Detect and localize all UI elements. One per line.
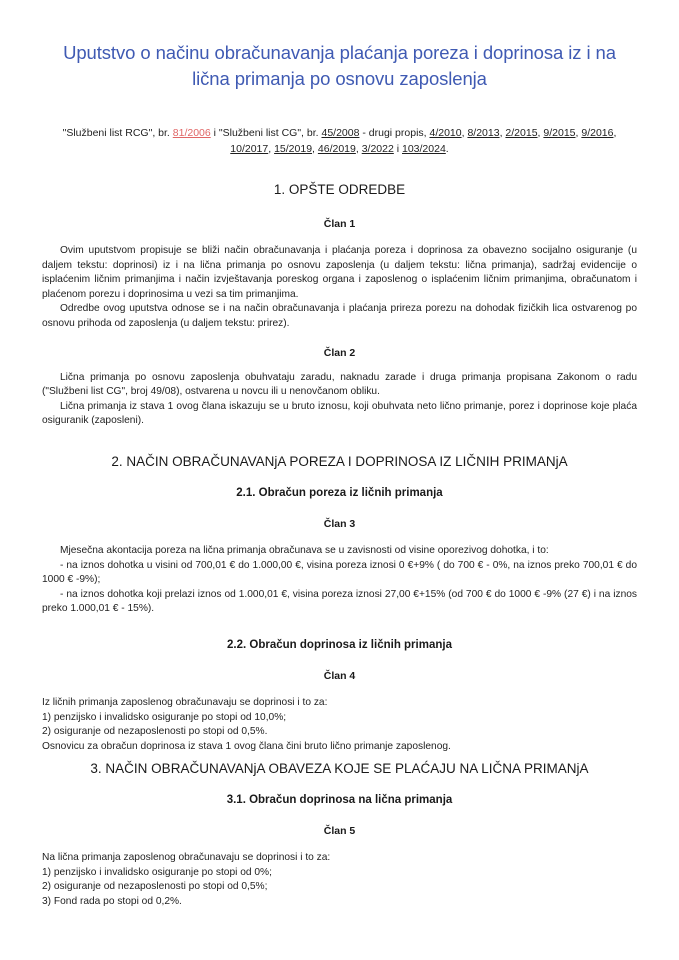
list-item: 1) penzijsko i invalidsko osiguranje po stopi od 0%; <box>42 866 272 878</box>
article-label-4: Član 4 <box>323 669 356 682</box>
page-title: Uputstvo o načinu obračunavanja plaćanja poreza i doprinosa iz i na lična primanja po osnovu zaposlenja <box>63 42 616 89</box>
citation-link-8-2013[interactable]: 8/2013 <box>467 127 500 139</box>
paragraph: Odredbe ovog uputstva odnose se i na način obračunavanja i plaćanja prireza porezu na dohodak fizičkih lica ostvarenog po osnovu prihoda od zaposlenja (u daljem tekstu: prirez). <box>42 303 637 329</box>
paragraph: Ovim uputstvom propisuje se bliži način obračunavanja i plaćanja poreza i doprinosa za obavezno socijalno osiguranje (u daljem tekstu: doprinosi) iz i na lična primanja po osnovu zaposlenja (u daljem tekstu: lična primanja), sadržaj evidencije o isplaćenim ličnim primanjima i način izvještavanja poreskog organa i zaposlenog o isplaćenim ličnim primanjima, obračunatom i plaćenom porezu i doprinosima u vezi sa tim primanjima. <box>42 245 637 300</box>
citation-sep-8: , <box>268 142 275 155</box>
paragraph: Iz ličnih primanja zaposlenog obračunavaju se doprinosi i to za: <box>42 696 328 708</box>
section-heading-1: 1. OPŠTE ODREDBE <box>273 182 406 197</box>
citation-link-45-2008[interactable]: 45/2008 <box>321 127 360 139</box>
citation-link-46-2019[interactable]: 46/2019 <box>317 142 356 155</box>
article-5-body <box>0 851 679 909</box>
citation-text-1: "Službeni list RCG", br. <box>62 127 173 139</box>
citation-text-3: - drugi propis, <box>359 127 430 139</box>
citation-link-15-2019[interactable]: 15/2019 <box>274 142 313 155</box>
paragraph: - na iznos dohotka u visini od 700,01 € do 1.000,00 €, visina poreza iznosi 0 €+9% ( do 700 € - 0%, na iznos preko 700,01 € do 1000 € -9%); <box>42 559 637 586</box>
citation-sep-5: , <box>537 127 544 139</box>
citation-sep-7: , <box>613 127 617 139</box>
list-item: 1) penzijsko i invalidsko osiguranje po stopi od 10,0%; <box>42 711 287 723</box>
paragraph: Mjesečna akontacija poreza na lična primanja obračunava se u zavisnosti od visine oporezivog dohotka, i to: <box>60 544 549 556</box>
section-heading-2: 2. NAČIN OBRAČUNAVANjA POREZA I DOPRINOSA IZ LIČNIH PRIMANjA <box>111 453 568 469</box>
paragraph: Osnovicu za obračun doprinosa iz stava 1 ovog člana čini bruto lično primanje zaposlenog. <box>42 740 451 752</box>
citation-link-3-2022[interactable]: 3/2022 <box>361 142 394 155</box>
article-4-body <box>0 696 679 754</box>
citation-sep-10: , <box>355 142 362 155</box>
article-label-2: Član 2 <box>323 346 356 359</box>
citation-sep-9: , <box>312 142 318 155</box>
paragraph: Na lična primanja zaposlenog obračunavaju se doprinosi i to za: <box>42 852 331 864</box>
citation-link-4-2010[interactable]: 4/2010 <box>429 127 462 139</box>
article-2-body <box>0 371 679 429</box>
citation-sep-4: , <box>499 127 506 139</box>
citation-link-9-2016[interactable]: 9/2016 <box>581 127 614 139</box>
list-item: 3) Fond rada po stopi od 0,2%. <box>42 896 182 908</box>
list-item: 2) osiguranje od nezaposlenosti po stopi od 0,5%; <box>42 881 268 893</box>
article-label-1: Član 1 <box>323 218 356 230</box>
article-label-5: Član 5 <box>323 825 356 838</box>
subsection-heading-2-1: 2.1. Obračun poreza iz ličnih primanja <box>236 486 443 499</box>
article-3-body <box>0 544 679 617</box>
citation-link-81-2006[interactable]: 81/2006 <box>172 127 211 139</box>
paragraph: Lična primanja po osnovu zaposlenja obuhvataju zaradu, naknadu zarade i druga primanja propisana Zakonom o radu ("Službeni list CG", broj 49/08), ostvarena u novcu ili u nenovčanom obliku. <box>42 371 637 398</box>
citation-sep-11: i <box>393 142 402 155</box>
citation-link-103-2024[interactable]: 103/2024 <box>402 142 446 155</box>
paragraph: Lična primanja iz stava 1 ovog člana iskazuju se u bruto iznosu, koji obuhvata neto lično primanje, porez i doprinose koje plaća osiguranik (zaposleni). <box>42 400 637 427</box>
paragraph: - na iznos dohotka koji prelazi iznos od 1.000,01 €, visina poreza iznosi 27,00 €+15% (od 700 € do 1000 € -9% (27 €) i na iznos preko 1.000,01 € - 15%). <box>42 588 637 615</box>
citation-link-10-2017[interactable]: 10/2017 <box>230 142 269 155</box>
citation-sep-6: , <box>575 127 582 139</box>
section-heading-3: 3. NAČIN OBRAČUNAVANjA OBAVEZA KOJE SE PLAĆAJU NA LIČNA PRIMANjA <box>90 761 589 777</box>
citation-text-end: . <box>445 142 449 155</box>
subsection-heading-3-1: 3.1. Obračun doprinosa na lična primanja <box>226 794 453 807</box>
citation-link-9-2015[interactable]: 9/2015 <box>543 127 576 139</box>
citation-link-2-2015[interactable]: 2/2015 <box>505 127 538 139</box>
citation-text-2: i "Službeni list CG", br. <box>210 127 322 139</box>
list-item: 2) osiguranje od nezaposlenosti po stopi od 0,5%. <box>42 726 268 738</box>
article-1-body <box>0 244 679 332</box>
citation-line <box>0 92 679 157</box>
citation-sep-3: , <box>461 127 468 139</box>
subsection-heading-2-2: 2.2. Obračun doprinosa iz ličnih primanja <box>227 638 452 651</box>
article-label-3: Član 3 <box>323 517 356 530</box>
